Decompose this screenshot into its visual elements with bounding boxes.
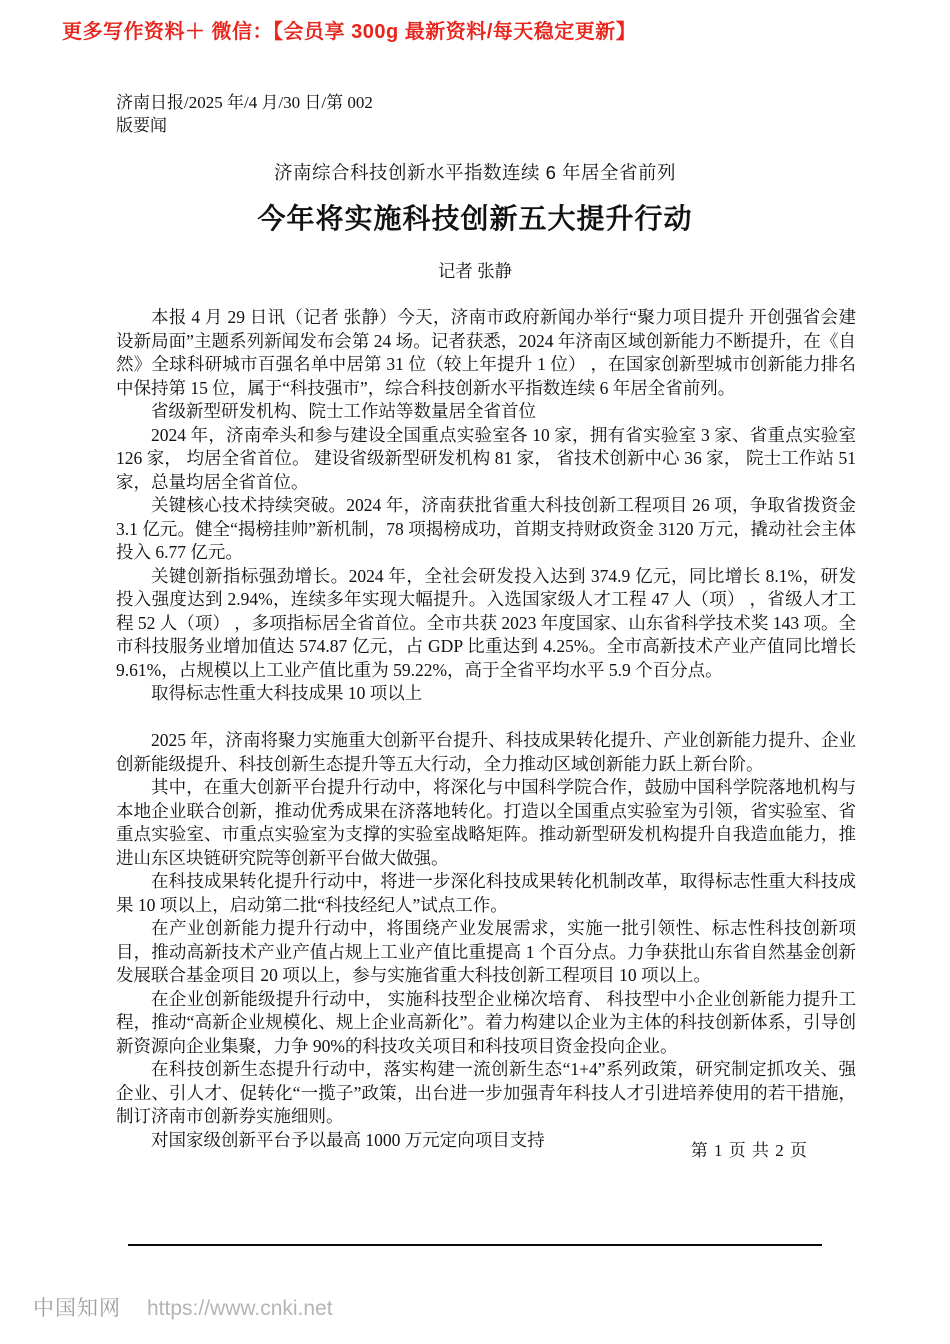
publication-source-line1: 济南日报/2025 年/4 月/30 日/第 002	[116, 93, 373, 112]
article-subtitle: 济南综合科技创新水平指数连续 6 年居全省前列	[273, 162, 677, 183]
paragraph: 2024 年，济南牵头和参与建设全国重点实验室各 10 家，拥有省实验室 3 家、省重点实验室 126 家， 均居全省首位。 建设省级新型研发机构 81 家， 省技术创新中心 36 家， 院士工作站 51 家，总量均居全省首位。	[116, 424, 856, 492]
paragraph: 2025 年，济南将聚力实施重大创新平台提升、科技成果转化提升、产业创新能力提升、企业创新能级提升、科技创新生态提升等五大行动，全力推动区域创新能力跃上新台阶。	[116, 730, 856, 774]
cnki-watermark	[33, 1292, 333, 1322]
article-body	[116, 306, 856, 1152]
paragraph: 其中，在重大创新平台提升行动中，将深化与中国科学院合作，鼓励中国科学院落地机构与本地企业联合创新，推动优秀成果在济落地转化。打造以全国重点实验室为引领，省实验室、省重点实验室、市重点实验室为支撑的实验室战略矩阵。推动新型研发机构提升自我造血能力，推进山东区块链研究院等创新平台做大做强。	[116, 777, 856, 868]
paragraph: 在企业创新能级提升行动中， 实施科技型企业梯次培育、 科技型中小企业创新能力提升工程，推动“高新企业规模化、规上企业高新化”。着力构建以企业为主体的科技创新体系，引导创新资源向企业集聚，力争 90%的科技攻关项目和科技项目资金投向企业。	[116, 988, 856, 1056]
footer-divider	[128, 1244, 822, 1246]
paragraph: 在科技创新生态提升行动中，落实构建一流创新生态“1+4”系列政策，研究制定抓攻关、强企业、引人才、促转化“一揽子”政策，出台进一步加强青年科技人才引进培养使用的若干措施，制订济南市创新券实施细则。	[116, 1059, 856, 1126]
paragraph: 关键核心技术持续突破。2024 年，济南获批省重大科技创新工程项目 26 项，争取省拨资金 3.1 亿元。健全“揭榜挂帅”新机制，78 项揭榜成功，首期支持财政资金 3120 万元，撬动社会主体投入 6.77 亿元。	[116, 495, 856, 562]
paragraph: 本报 4 月 29 日讯（记者 张静）今天，济南市政府新闻办举行“聚力项目提升 开创强省会建设新局面”主题系列新闻发布会第 24 场。记者获悉，2024 年济南区域创新能力不断提升，在《自然》全球科研城市百强名单中居第 31 位（较上年提升 1 位） ，在国家创新型城市创新能力排名中保持第 15 位，属于“科技强市”，综合科技创新水平指数连续 6 年居全省前列。	[116, 307, 856, 398]
promo-banner-text: 更多写作资料＋ 微信：【会员享 300g 最新资料/每天稳定更新】	[62, 21, 637, 43]
section-heading: 取得标志性重大科技成果 10 项以上	[151, 683, 423, 703]
paragraph: 在科技成果转化提升行动中，将进一步深化科技成果转化机制改革，取得标志性重大科技成果 10 项以上，启动第二批“科技经纪人”试点工作。	[116, 871, 856, 915]
page-indicator: 第 1 页 共 2 页	[690, 1141, 808, 1160]
article-title: 今年将实施科技创新五大提升行动	[257, 203, 693, 234]
publication-source	[116, 91, 373, 137]
section-heading: 省级新型研发机构、院士工作站等数量居全省首位	[151, 401, 536, 421]
publication-source-line2: 版要闻	[116, 116, 167, 135]
paragraph: 关键创新指标强劲增长。2024 年，全社会研发投入达到 374.9 亿元，同比增长 8.1%，研发投入强度达到 2.94%，连续多年实现大幅提升。入选国家级人才工程 47 人（项） ，省级人才工程 52 人（项） ，多项指标居全省首位。全市共获 2023 年度国家、山东省科学技术奖 143 项。全市科技服务业增加值达 574.87 亿元，占 GDP 比重达到 4.25%。全市高新技术产业产值同比增长 9.61%，占规模以上工业产值比重为 59.22%，高于全省平均水平 5.9 个百分点。	[116, 565, 856, 680]
paragraph: 在产业创新能力提升行动中，将围绕产业发展需求，实施一批引领性、标志性科技创新项目，推动高新技术产业产值占规上工业产值比重提高 1 个百分点。力争获批山东省自然基金创新发展联合基金项目 20 项以上，参与实施省重大科技创新工程项目 10 项以上。	[116, 918, 856, 985]
cnki-brand-label: 中国知网	[33, 1296, 121, 1320]
article-byline: 记者 张静	[437, 261, 513, 281]
paragraph: 对国家级创新平台予以最高 1000 万元定向项目支持	[151, 1129, 545, 1150]
cnki-url-text: https://www.cnki.net	[147, 1297, 333, 1320]
